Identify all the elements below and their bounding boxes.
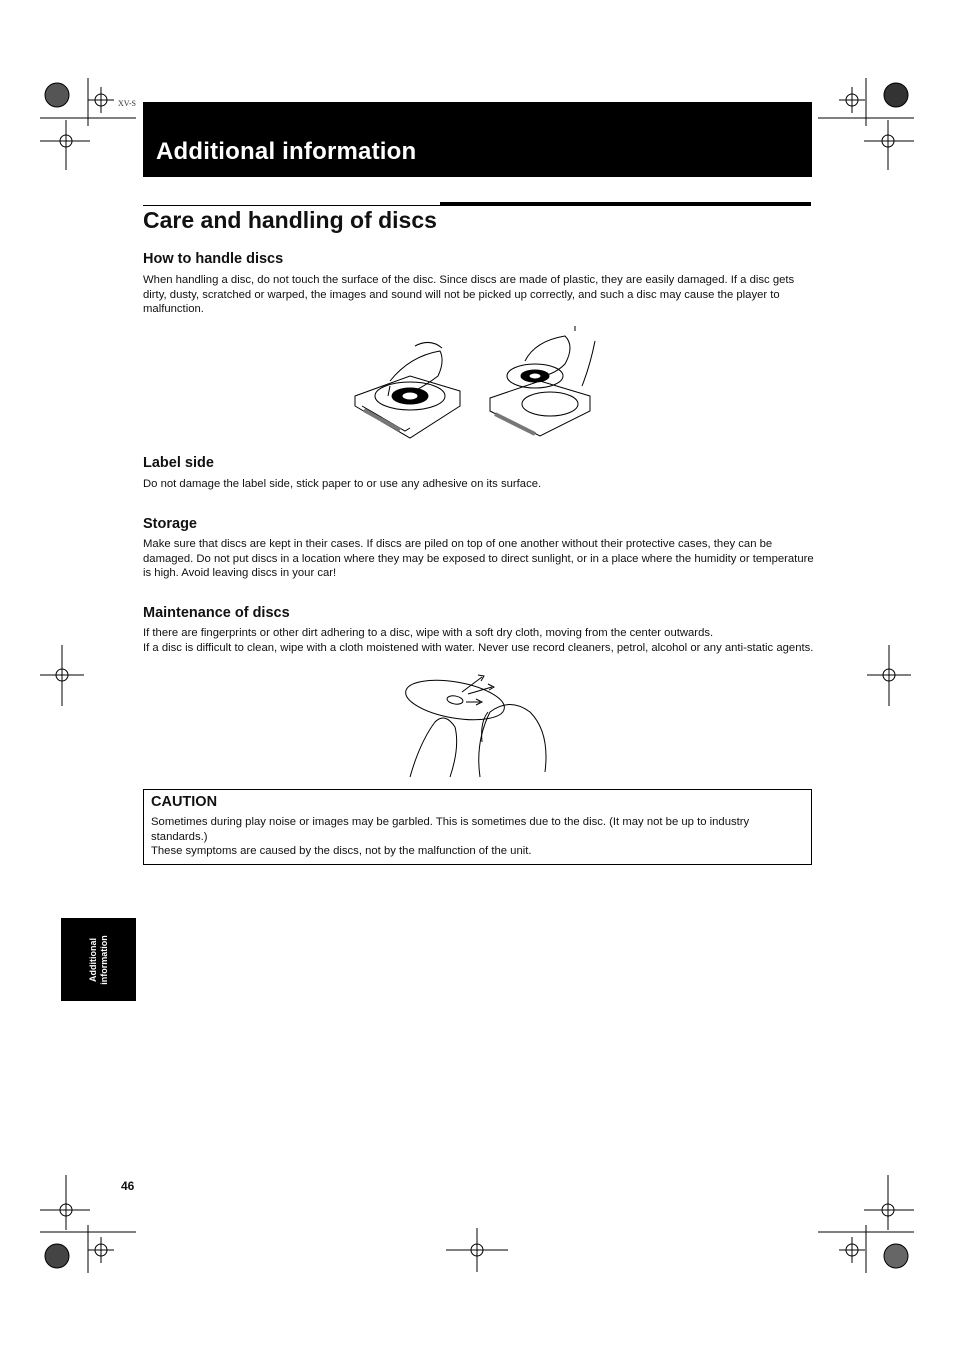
wiping-disc-illustration bbox=[400, 672, 550, 782]
paragraph-maintenance-2: If a disc is difficult to clean, wipe with a cloth moistened with water. Never use record cleaners, petrol, alcohol or any anti-static agents. bbox=[143, 641, 814, 654]
handling-discs-illustration bbox=[350, 326, 610, 441]
heading-how-to-handle: How to handle discs bbox=[143, 251, 284, 267]
paragraph-maintenance-1: If there are fingerprints or other dirt adhering to a disc, wipe with a soft dry cloth, moving from the center outwards. bbox=[143, 627, 714, 639]
caution-title: CAUTION bbox=[151, 794, 218, 810]
side-tab bbox=[61, 918, 136, 1001]
heading-storage: Storage bbox=[143, 516, 197, 532]
page-title: Care and handling of discs bbox=[143, 207, 437, 233]
side-tab-line-2: information bbox=[98, 934, 109, 985]
heading-maintenance: Maintenance of discs bbox=[143, 605, 290, 621]
text-maintenance bbox=[143, 626, 815, 655]
crop-code: XV-S bbox=[118, 99, 136, 108]
caution-line-2: These symptoms are caused by the discs, not by the malfunction of the unit. bbox=[151, 845, 532, 857]
paragraph-how-to-handle: When handling a disc, do not touch the surface of the disc. Since discs are made of plastic, they are easily damaged. If a disc gets dirty, dusty, scratched or warped, the images and sound will not be picked up correctly, and such a disc may cause the player to malfunction. bbox=[143, 274, 795, 315]
text-how-to-handle bbox=[143, 273, 815, 317]
caution-text bbox=[151, 815, 801, 859]
caution-box bbox=[143, 789, 812, 865]
banner-title: Additional information bbox=[156, 138, 417, 165]
caution-line-1: Sometimes during play noise or images may be garbled. This is sometimes due to the disc. (It may not be up to industry standards.) bbox=[151, 816, 750, 843]
side-tab-line-1: Additional bbox=[87, 937, 98, 982]
paragraph-label-side: Do not damage the label side, stick paper to or use any adhesive on its surface. bbox=[143, 478, 542, 490]
text-label-side bbox=[143, 477, 815, 492]
page-number: 46 bbox=[121, 1179, 135, 1193]
title-rule-thick bbox=[440, 202, 811, 206]
paragraph-storage: Make sure that discs are kept in their cases. If discs are piled on top of one another without their protective cases, they can be damaged. Do not put discs in a location where they may be exposed to direct sunlight, or in a place where the humidity or temperature is high. Avoid leaving discs in your car! bbox=[143, 538, 814, 579]
side-tab-label bbox=[88, 935, 110, 985]
text-storage bbox=[143, 537, 815, 581]
section-banner bbox=[143, 102, 812, 177]
heading-label-side: Label side bbox=[143, 455, 214, 471]
